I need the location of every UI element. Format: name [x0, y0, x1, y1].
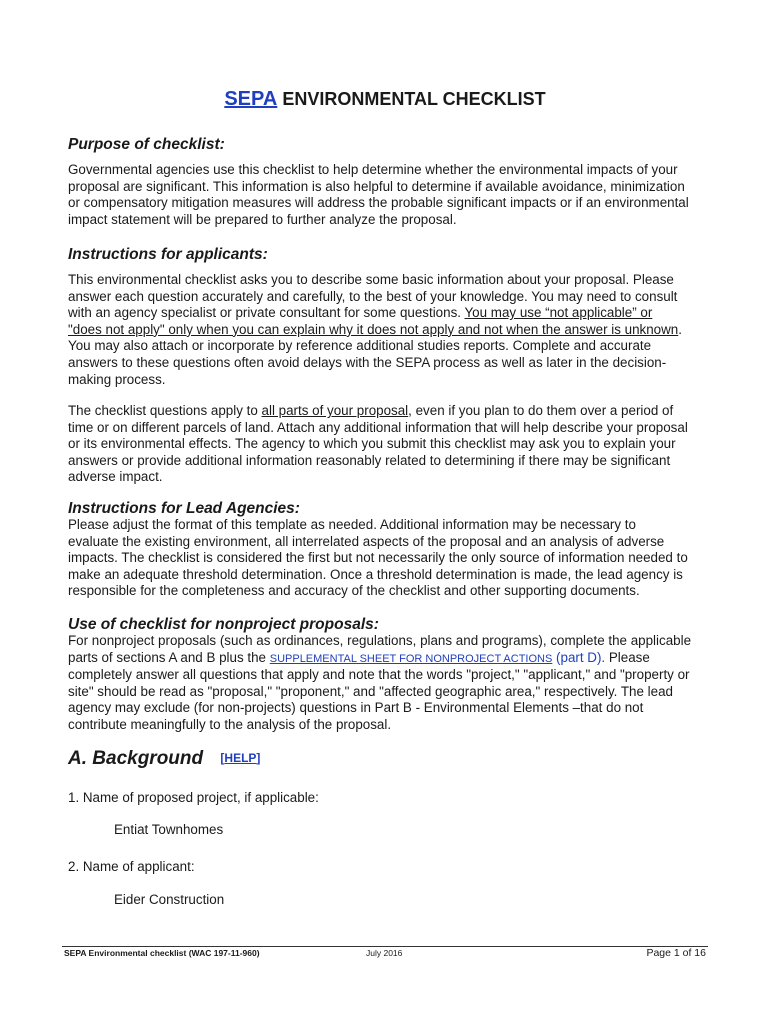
applicants-heading: Instructions for applicants:: [68, 246, 268, 263]
text-line: [68, 322, 718, 339]
text-line: completely answer all questions that apply and note that the words "project," "applicant," and "property or: [68, 667, 690, 683]
applicants-paragraph-2: [68, 403, 718, 486]
text-line: or its environmental effects. The agency to which you submit this checklist may ask you to explain your: [68, 436, 676, 452]
purpose-heading: Purpose of checklist:: [68, 136, 225, 153]
nonproject-paragraph: [68, 633, 718, 734]
text-line: or compensatory mitigation measures will address the probable significant impacts or if an environmental: [68, 195, 689, 211]
text-line: site" should be read as "proposal," "proponent," and "affected geographic area," respectively. The lead: [68, 683, 673, 699]
text-line: [68, 305, 718, 322]
page-footer: [62, 946, 708, 961]
text-fragment: , even if you plan to do them over a period of: [408, 403, 674, 418]
text-line: agency may exclude (for non-projects) questions in Part B - Environmental Elements –that do not: [68, 700, 644, 716]
footer-date: July 2016: [366, 948, 403, 958]
text-fragment: .: [678, 321, 682, 337]
answer-2: Eider Construction: [114, 892, 225, 907]
text-fragment: with an agency specialist or private consultant for some questions.: [68, 305, 465, 321]
answer-1: Entiat Townhomes: [114, 822, 224, 837]
text-line: make an adequate threshold determination. Once a threshold determination is made, the lead agency is: [68, 566, 683, 582]
part-d-link[interactable]: (part D).: [552, 649, 606, 665]
text-line: [68, 403, 718, 420]
page-title: [0, 88, 770, 111]
text-line: evaluate the existing environment, all interrelated aspects of the proposal and an analysis of adverse: [68, 533, 665, 549]
text-line: answers or provide additional information reasonably related to determining if there may be significant: [68, 452, 671, 468]
text-line: answers to these questions often avoid delays with the SEPA process as well as later in the decision-: [68, 354, 667, 370]
text-fragment: The checklist questions apply to: [68, 403, 262, 418]
question-2: 2. Name of applicant:: [68, 859, 195, 874]
text-line: proposal are significant. This information is also helpful to determine if available avoidance, minimization: [68, 178, 685, 194]
question-1: 1. Name of proposed project, if applicable:: [68, 790, 319, 805]
text-line: adverse impact.: [68, 469, 163, 485]
text-line: This environmental checklist asks you to describe some basic information about your proposal. Please: [68, 272, 674, 287]
text-fragment: parts of sections A and B plus the: [68, 649, 270, 665]
text-line: responsible for the completeness and accuracy of the checklist and other supporting documents.: [68, 583, 640, 599]
applicants-paragraph-1: [68, 272, 718, 388]
text-line: For nonproject proposals (such as ordinances, regulations, plans and programs), complete the applicable: [68, 633, 692, 648]
help-link[interactable]: [220, 751, 260, 765]
background-heading-text: A. Background: [68, 748, 204, 769]
supplemental-sheet-link[interactable]: SUPPLEMENTAL SHEET FOR NONPROJECT ACTIONS: [269, 652, 553, 665]
text-line: [68, 650, 718, 668]
text-fragment: Please: [605, 649, 650, 665]
text-line: answer each question accurately and carefully, to the best of your knowledge. You may need to consult: [68, 288, 678, 304]
nonproject-heading: Use of checklist for nonproject proposals:: [68, 616, 379, 633]
underlined-text: You may use “not applicable” or: [464, 305, 653, 321]
background-section-heading: [68, 748, 260, 770]
text-line: Governmental agencies use this checklist to help determine whether the environmental impacts of your: [68, 162, 678, 177]
text-line: making process.: [68, 371, 166, 387]
sepa-title-link[interactable]: SEPA: [224, 88, 278, 110]
underlined-text: "does not apply" only when you can explain why it does not apply and not when the answer is unknown: [68, 321, 679, 337]
footer-page-number: Page 1 of 16: [646, 947, 706, 959]
help-bracket: [: [220, 751, 225, 765]
text-line: time or on different parcels of land. Attach any additional information that will help describe your proposal: [68, 419, 688, 435]
text-line: contribute meaningfully to the analysis of the proposal.: [68, 716, 392, 732]
title-text: ENVIRONMENTAL CHECKLIST: [282, 89, 546, 109]
footer-doc-title: SEPA Environmental checklist (WAC 197-11-960): [64, 948, 260, 958]
help-label[interactable]: HELP: [224, 751, 257, 765]
lead-agencies-heading: Instructions for Lead Agencies:: [68, 500, 300, 517]
text-line: impacts. The checklist is considered the first but not necessarily the only source of information needed to: [68, 550, 688, 566]
text-line: You may also attach or incorporate by reference additional studies reports. Complete and accurate: [68, 338, 652, 354]
help-bracket: ]: [256, 751, 261, 765]
purpose-paragraph: [68, 162, 718, 228]
underlined-text: all parts of your proposal: [261, 403, 409, 418]
lead-agencies-paragraph: [68, 517, 718, 600]
text-line: impact statement will be prepared to further analyze the proposal.: [68, 211, 457, 227]
text-line: Please adjust the format of this template as needed. Additional information may be necessary to: [68, 517, 636, 532]
